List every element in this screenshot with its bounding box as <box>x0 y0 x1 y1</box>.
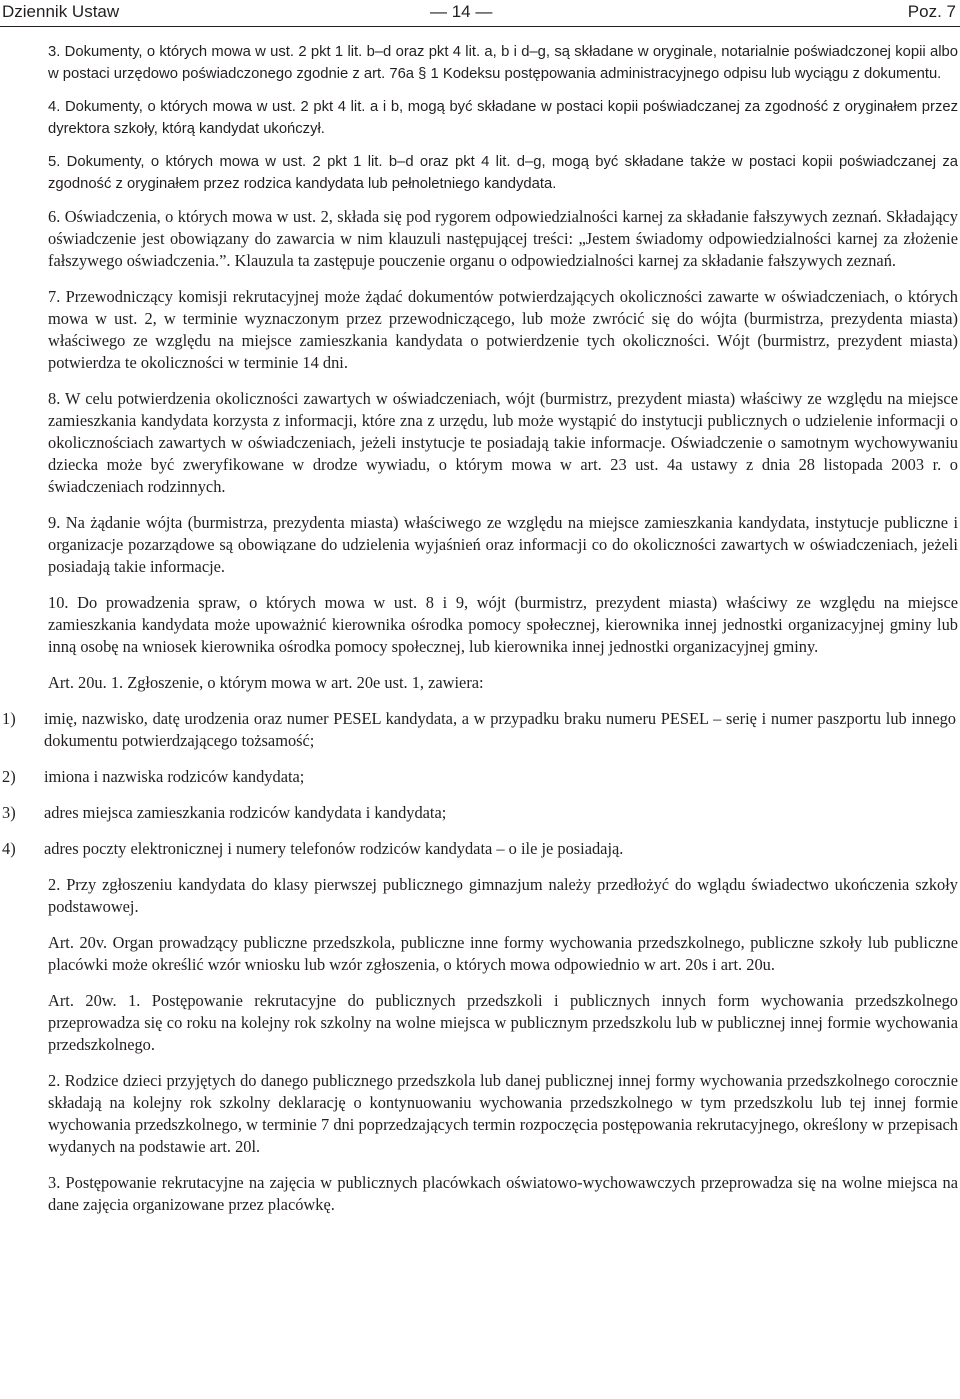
list-item-text: imiona i nazwiska rodziców kandydata; <box>44 767 305 786</box>
paragraph-3: 3. Dokumenty, o których mowa w ust. 2 pkt 1 lit. b–d oraz pkt 4 lit. a, b i d–g, są składane w oryginale, notarialnie poświadczonej kopii albo w postaci urzędowo poświadczonego zgodnie z art. 76a § 1 Kodeksu postępowania administracyjnego odpisu lub wyciągu z dokumentu. <box>48 44 958 82</box>
page-header <box>0 0 960 27</box>
list-item <box>0 766 958 788</box>
list-item-number: 4) <box>2 839 16 858</box>
article-20u-list <box>0 708 958 860</box>
article-20v: Art. 20v. Organ prowadzący publiczne przedszkola, publiczne inne formy wychowania przedszkolnego, publiczne szkoły lub publiczne placówki może określić wzór wniosku lub wzór zgłoszenia, o których mowa odpowiednio w art. 20s i art. 20u. <box>48 933 958 974</box>
article-20w-paragraph-3: 3. Postępowanie rekrutacyjne na zajęcia w publicznych placówkach oświatowo-wychowawczych przeprowadza się na wolne miejsca na dane zajęcia organizowane przez placówkę. <box>48 1173 958 1214</box>
paragraph-5: 5. Dokumenty, o których mowa w ust. 2 pkt 1 lit. b–d oraz pkt 4 lit. d–g, mogą być składane także w postaci kopii poświadczanej za zgodność z oryginałem przez rodzica kandydata lub pełnoletniego kandydata. <box>48 154 958 192</box>
page-number: — 14 — <box>430 2 493 21</box>
paragraph-9: 9. Na żądanie wójta (burmistrza, prezydenta miasta) właściwego ze względu na miejsce zamieszkania kandydata, instytucje publiczne i organizacje pozarządowe są obowiązane do udzielenia wyjaśnień oraz informacji co do okoliczności zawartych w oświadczeniach, jeżeli posiadają takie informacje. <box>48 513 958 576</box>
paragraph-10: 10. Do prowadzenia spraw, o których mowa w ust. 8 i 9, wójt (burmistrz, prezydent miasta) właściwy ze względu na miejsce zamieszkania kandydata może upoważnić kierownika ośrodka pomocy społecznej, kierownika innej jednostki organizacyjnej gminy lub inną osobę na wniosek kierownika ośrodka pomocy społecznej, lub kierownika innej jednostki organizacyjnej gminy. <box>48 593 958 656</box>
paragraph-7: 7. Przewodniczący komisji rekrutacyjnej może żądać dokumentów potwierdzających okoliczności zawarte w oświadczeniach, o których mowa w ust. 2, w terminie wyznaczonym przez przewodniczącego, lub może zwrócić się do wójta (burmistrza, prezydenta miasta) właściwego ze względu na miejsce zamieszkania kandydata o potwierdzenie tych okoliczności. Wójt (burmistrz, prezydent miasta) potwierdza te okoliczności w terminie 14 dni. <box>48 287 958 372</box>
position-number: Poz. 7 <box>907 2 956 21</box>
article-20u-paragraph-2: 2. Przy zgłoszeniu kandydata do klasy pierwszej publicznego gimnazjum należy przedłożyć do wglądu świadectwo ukończenia szkoły podstawowej. <box>48 875 958 916</box>
article-20u-intro: Art. 20u. 1. Zgłoszenie, o którym mowa w art. 20e ust. 1, zawiera: <box>48 673 484 692</box>
paragraph-6: 6. Oświadczenia, o których mowa w ust. 2, składa się pod rygorem odpowiedzialności karnej za składanie fałszywych zeznań. Składający oświadczenie jest obowiązany do zawarcia w nim klauzuli następującej treści: „Jestem świadomy odpowiedzialności karnej za złożenie fałszywego oświadczenia.”. Klauzula ta zastępuje pouczenie organu o odpowiedzialności karnej za składanie fałszywych zeznań. <box>48 207 958 270</box>
list-item-text: imię, nazwisko, datę urodzenia oraz numer PESEL kandydata, a w przypadku braku numeru PESEL – serię i numer paszportu lub innego dokumentu potwierdzającego tożsamość; <box>44 709 956 750</box>
list-item <box>0 802 958 824</box>
paragraph-4: 4. Dokumenty, o których mowa w ust. 2 pkt 4 lit. a i b, mogą być składane w postaci kopii poświadczanej za zgodność z oryginałem przez dyrektora szkoły, którą kandydat ukończył. <box>48 99 958 137</box>
article-20w-paragraph-1: Art. 20w. 1. Postępowanie rekrutacyjne do publicznych przedszkoli i publicznych innych form wychowania przedszkolnego przeprowadza się co roku na kolejny rok szkolny na wolne miejsca w publicznym przedszkolu lub w publicznej innej formie wychowania przedszkolnego. <box>48 991 958 1054</box>
list-item <box>0 838 958 860</box>
journal-title: Dziennik Ustaw <box>2 2 120 21</box>
document-body <box>2 41 958 1216</box>
list-item <box>0 708 958 752</box>
list-item-number: 2) <box>2 767 16 786</box>
list-item-text: adres miejsca zamieszkania rodziców kandydata i kandydata; <box>44 803 447 822</box>
list-item-text: adres poczty elektronicznej i numery telefonów rodziców kandydata – o ile je posiadają. <box>44 839 624 858</box>
list-item-number: 1) <box>2 709 16 728</box>
article-20w-paragraph-2: 2. Rodzice dzieci przyjętych do danego publicznego przedszkola lub danej publicznej innej formy wychowania przedszkolnego corocznie składają na kolejny rok szkolny deklarację o kontynuowaniu wychowania przedszkolnego w tym przedszkolu lub tej innej formie wychowania przedszkolnego, w terminie 7 dni poprzedzających termin rozpoczęcia postępowania rekrutacyjnego, określony w przepisach wydanych na podstawie art. 20l. <box>48 1071 958 1156</box>
list-item-number: 3) <box>2 803 16 822</box>
paragraph-8: 8. W celu potwierdzenia okoliczności zawartych w oświadczeniach, wójt (burmistrz, prezydent miasta) właściwy ze względu na miejsce zamieszkania kandydata korzysta z informacji, które zna z urzędu, lub może wystąpić do instytucji publicznych o udzielenie informacji o okolicznościach zawartych w oświadczeniach, jeżeli instytucje te posiadają takie informacje. Oświadczenie o samotnym wychowywaniu dziecka może być zweryfikowane w drodze wywiadu, o którym mowa w art. 23 ust. 4a ustawy z dnia 28 listopada 2003 r. o świadczeniach rodzinnych. <box>48 389 958 496</box>
